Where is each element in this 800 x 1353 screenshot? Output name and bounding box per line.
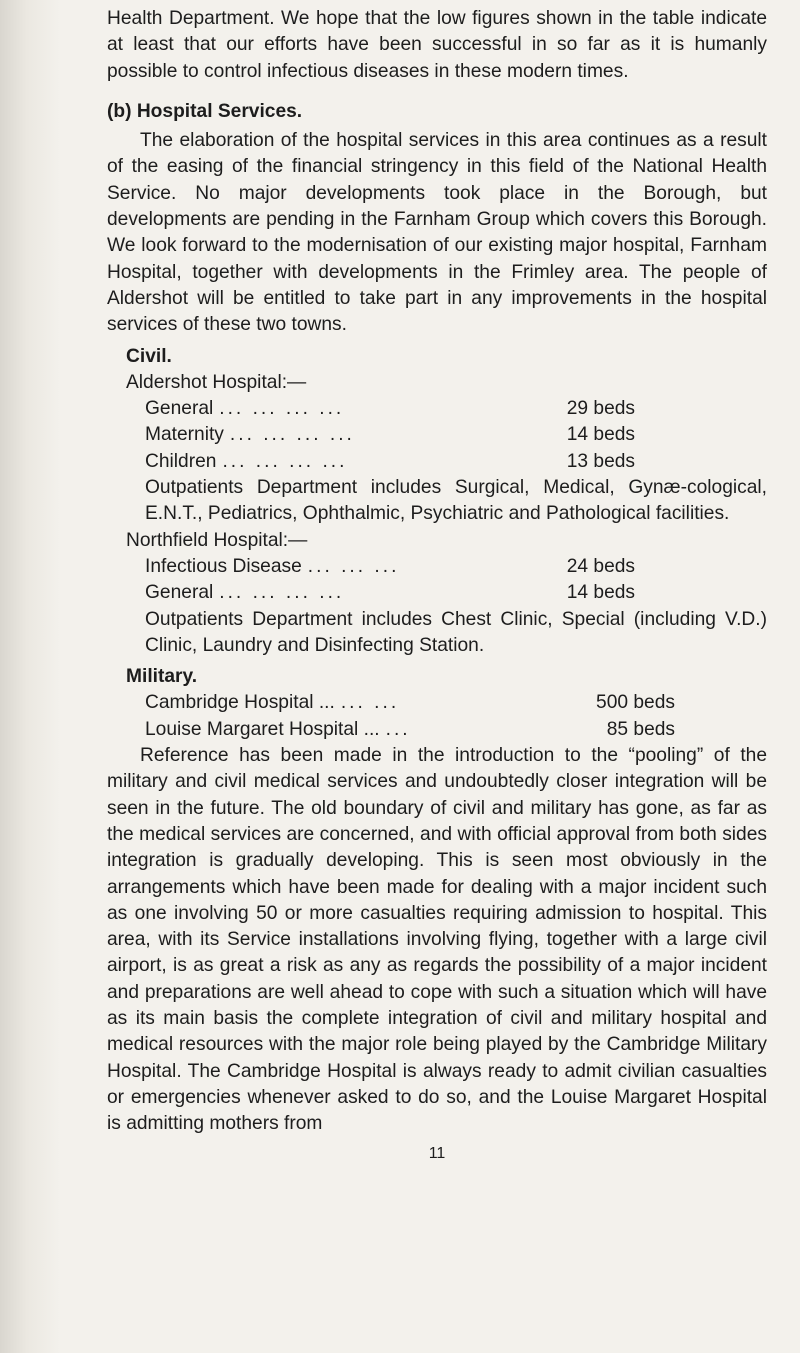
bed-row-label: General	[145, 582, 214, 604]
civil-heading: Civil.	[126, 345, 172, 367]
section-b-heading: (b) Hospital Services.	[107, 100, 303, 122]
aldershot-hospital-title: Aldershot Hospital:—	[126, 371, 307, 393]
northfield-hospital-title: Northfield Hospital:—	[126, 529, 308, 551]
bed-row-aldershot-general	[145, 396, 635, 422]
bed-row-louise-margaret	[145, 717, 675, 743]
bed-row-value: 500 beds	[596, 692, 675, 714]
leader-dots: ... ... ... ...	[219, 398, 345, 420]
bed-row-value: 85 beds	[606, 718, 675, 740]
leader-dots: ... ... ... ...	[222, 450, 348, 472]
page-edge-shadow	[0, 0, 60, 1353]
bed-row-value: 29 beds	[566, 398, 635, 420]
bed-row-aldershot-maternity	[145, 422, 635, 448]
bed-row-label: Cambridge Hospital ...	[145, 692, 335, 714]
leader-dots: ...	[385, 718, 411, 740]
bed-row-northfield-general	[145, 580, 635, 606]
bed-row-aldershot-children	[145, 449, 635, 475]
bed-row-label: Infectious Disease	[145, 555, 302, 577]
bed-row-value: 24 beds	[566, 555, 635, 577]
leader-dots: ... ... ... ...	[229, 424, 355, 446]
bed-row-value: 14 beds	[566, 424, 635, 446]
intro-paragraph: Health Department. We hope that the low figures shown in the table indicate at least that our efforts have been successful in so far as it is humanly possible to control infectious diseases in these modern times.	[107, 8, 767, 82]
bed-row-northfield-infectious	[145, 554, 635, 580]
hospital-services-paragraph: The elaboration of the hospital services in this area continues as a result of the easing of the financial stringency in this field of the National Health Service. No major developments took place in the Borough, but developments are pending in the Farnham Group which covers this Borough. We look forward to the modernisation of our existing major hospital, Farnham Hospital, together with developments in the Frimley area. The people of Aldershot will be entitled to take part in any improvements in the hospital services of these two towns.	[107, 130, 767, 336]
leader-dots: ... ... ... ...	[219, 582, 345, 604]
bed-row-label: General	[145, 398, 214, 420]
bed-row-label: Maternity	[145, 424, 224, 446]
leader-dots: ... ...	[340, 692, 400, 714]
page-number: 11	[428, 1145, 446, 1163]
bed-row-label: Children	[145, 450, 217, 472]
integration-paragraph: Reference has been made in the introduction to the “pooling” of the military and civil medical services and undoubtedly closer integration will be seen in the future. The old boundary of civil and military has gone, as far as the medical services are concerned, and with official approval from both sides integration is gradually developing. This is seen most obviously in the arrangements which have been made for dealing with a major incident such as one involving 50 or more casualties requiring admission to hospital. This area, with its Service installations involving flying, together with a large civil airport, is as great a risk as any as regards the possibility of a major incident and preparations are well ahead to cope with such a situation which will have as its main basis the complete integration of civil and military hospital and medical resources with the major role being played by the Cambridge Military Hospital. The Cambridge Hospital is always ready to admit civilian casualties or emergencies whenever asked to do so, and the Louise Margaret Hospital is admitting mothers from	[107, 745, 767, 1135]
aldershot-outpatients-note: Outpatients Department includes Surgical, Medical, Gynæ-cological, E.N.T., Pediatrics, Ophthalmic, Psychiatric and Pathological facilities.	[145, 477, 767, 525]
document-page	[107, 0, 767, 1168]
bed-row-cambridge	[145, 690, 675, 716]
bed-row-value: 13 beds	[566, 450, 635, 472]
leader-dots: ... ... ...	[307, 555, 400, 577]
military-heading: Military.	[126, 666, 198, 688]
northfield-outpatients-note: Outpatients Department includes Chest Clinic, Special (including V.D.) Clinic, Laundry and Disinfecting Station.	[145, 608, 767, 656]
bed-row-label: Louise Margaret Hospital ...	[145, 718, 380, 740]
bed-row-value: 14 beds	[566, 582, 635, 604]
